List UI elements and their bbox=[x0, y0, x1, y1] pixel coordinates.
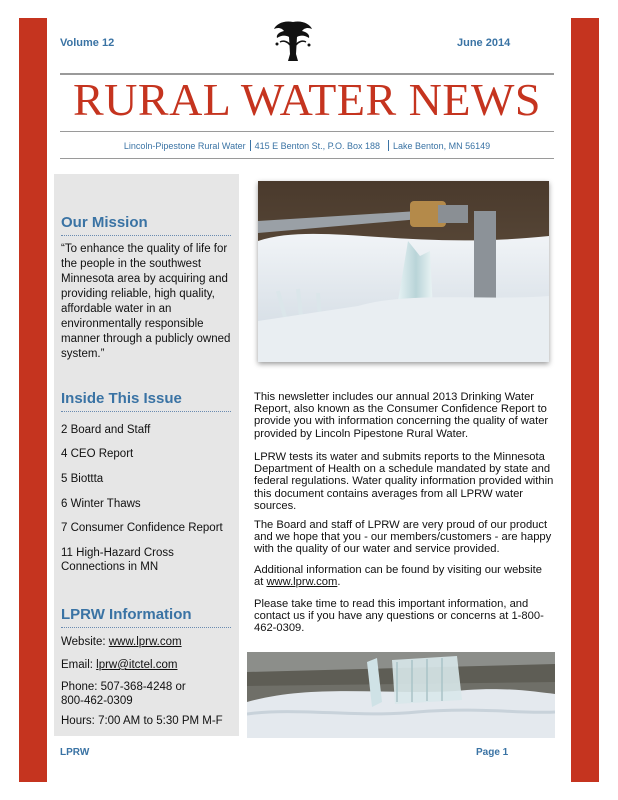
inside-issue-heading: Inside This Issue bbox=[61, 390, 231, 412]
paragraph-text: This newsletter includes our annual 2013 Drinking Water Report, also known as the Consumer Confidence Report to provide you with information concerning the quality of water provided by Lincoln Pipestone Rural Water. bbox=[254, 391, 549, 440]
paragraph-text: Please take time to read this important information, and contact us if you have any questions or concerns at 1-800-462-0309. bbox=[254, 598, 544, 635]
hours-line: Hours: 7:00 AM to 5:30 PM M-F bbox=[61, 715, 223, 727]
info-heading: LPRW Information bbox=[61, 606, 231, 628]
website-link[interactable]: www.lprw.com bbox=[108, 636, 182, 648]
volume-label: Volume 12 bbox=[60, 37, 115, 49]
paragraph-text bbox=[254, 564, 554, 588]
paragraph-text-end: . bbox=[337, 576, 341, 589]
paragraph-text: The Board and staff of LPRW are very proud of our product and we hope that you - our members/customers - are happy with the quality of our water and service provided. bbox=[254, 519, 552, 556]
phone-line: Phone: 507-368-4248 or 800-462-0309 bbox=[61, 681, 186, 707]
mission-text: “To enhance the quality of life for the people in the southwest Minnesota area by acquiring and providing reliable, high quality, affordable water in an environmentally responsible manner through a publicly owned system.” bbox=[61, 243, 231, 360]
pride-paragraph bbox=[254, 519, 554, 556]
newsletter-title: RURAL WATER NEWS bbox=[73, 74, 541, 125]
mission-heading: Our Mission bbox=[61, 214, 231, 236]
address-city: Lake Benton, MN 56149 bbox=[393, 141, 491, 151]
intro-paragraph bbox=[254, 391, 554, 440]
page-number: Page 1 bbox=[476, 747, 509, 758]
address-line bbox=[60, 140, 554, 151]
email-line bbox=[61, 658, 233, 672]
testing-paragraph bbox=[254, 451, 554, 512]
footer-org: LPRW bbox=[60, 747, 90, 758]
issue-item: 5 Biottta bbox=[61, 473, 104, 485]
address-separator bbox=[388, 140, 389, 151]
email-link[interactable]: lprw@itctel.com bbox=[96, 659, 178, 671]
email-label: Email: bbox=[61, 659, 97, 671]
tree-logo-icon bbox=[268, 14, 318, 64]
newsletter-website-link[interactable]: www.lprw.com bbox=[266, 576, 338, 589]
issue-item: 4 CEO Report bbox=[61, 448, 134, 460]
address-street: 415 E Benton St., P.O. Box 188 bbox=[254, 141, 381, 151]
issue-item: 6 Winter Thaws bbox=[61, 498, 141, 510]
address-separator bbox=[250, 140, 251, 151]
issue-item: 2 Board and Staff bbox=[61, 424, 151, 436]
issue-date: June 2014 bbox=[457, 37, 511, 49]
header-middle-rule bbox=[60, 131, 554, 132]
website-paragraph bbox=[254, 564, 554, 588]
issue-item: 7 Consumer Confidence Report bbox=[61, 522, 223, 534]
contact-paragraph bbox=[254, 598, 554, 635]
left-border-bar bbox=[19, 18, 47, 782]
frozen-hydrant-photo bbox=[258, 181, 549, 362]
ice-wall-photo bbox=[247, 652, 555, 738]
paragraph-text: LPRW tests its water and submits reports to the Minnesota Department of Health on a schedule mandated by state and federal regulations. Water quality information provided within this document contains averages from all LPRW water sources. bbox=[254, 451, 554, 512]
header-bottom-rule bbox=[60, 158, 554, 159]
issue-item: 11 High-Hazard Cross Connections in MN bbox=[61, 547, 174, 573]
website-label: Website: bbox=[61, 636, 109, 648]
address-org: Lincoln-Pipestone Rural Water bbox=[123, 141, 246, 151]
website-line bbox=[61, 635, 233, 649]
sidebar bbox=[54, 174, 239, 736]
paragraph-text-part: Additional information can be found by visiting our website at bbox=[254, 564, 542, 589]
right-border-bar bbox=[571, 18, 599, 782]
